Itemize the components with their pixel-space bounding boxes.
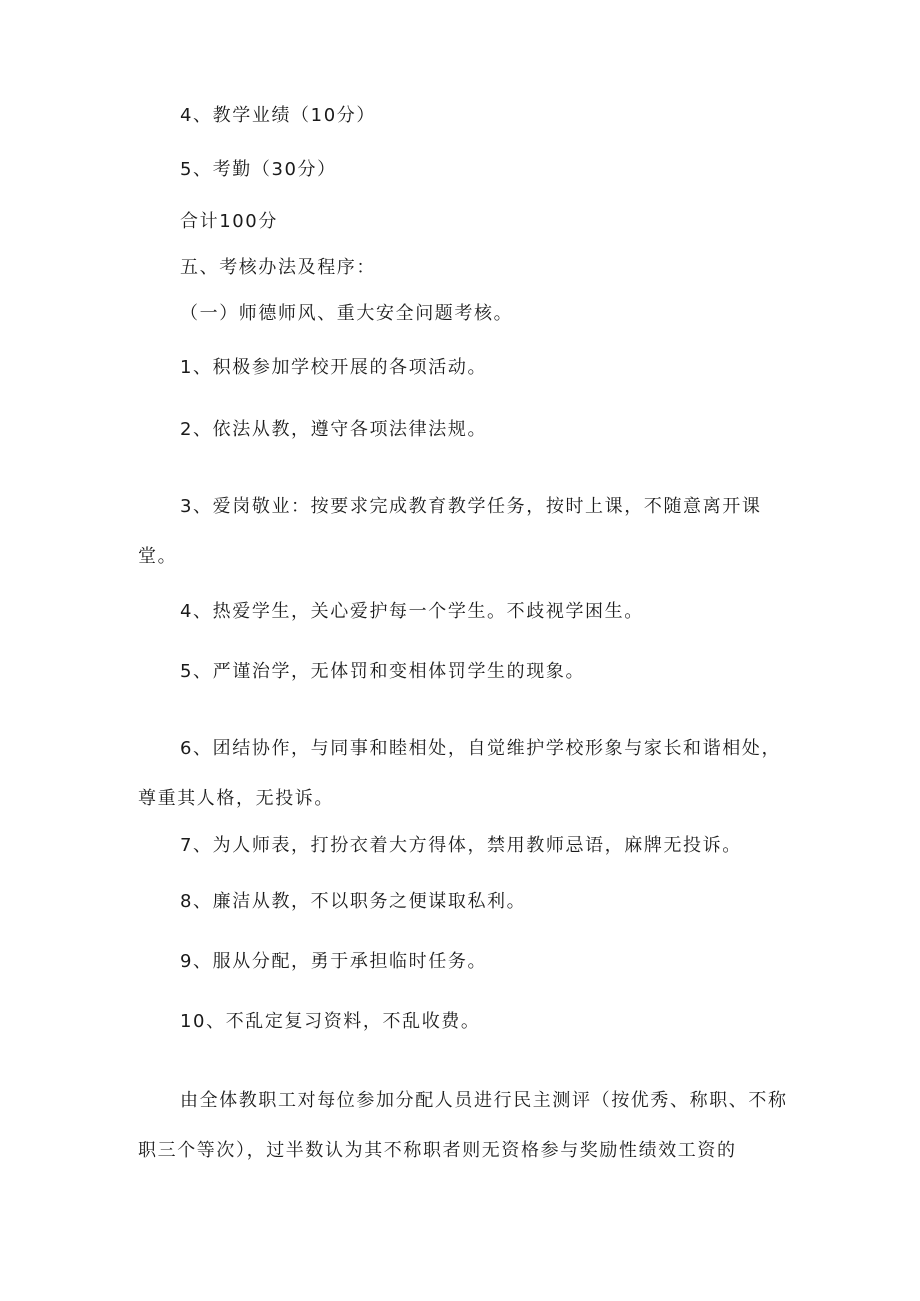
list-item: 10、不乱定复习资料，不乱收费。 bbox=[180, 1011, 481, 1032]
list-item: 7、为人师表，打扮衣着大方得体，禁用教师忌语，麻牌无投诉。 bbox=[180, 835, 742, 856]
list-item: 2、依法从教，遵守各项法律法规。 bbox=[180, 419, 488, 440]
list-item: 5、严谨治学，无体罚和变相体罚学生的现象。 bbox=[180, 661, 586, 682]
list-item: 6、团结协作，与同事和睦相处，自觉维护学校形象与家长和谐相处，尊重其人格，无投诉。 bbox=[138, 738, 782, 809]
item-attendance: 5、考勤（30分） bbox=[180, 159, 337, 180]
list-item: 4、热爱学生，关心爱护每一个学生。不歧视学困生。 bbox=[180, 601, 644, 622]
list-item: 8、廉洁从教，不以职务之便谋取私利。 bbox=[180, 891, 527, 912]
subsection-heading-one: （一）师德师风、重大安全问题考核。 bbox=[180, 303, 514, 324]
section-heading-five: 五、考核办法及程序： bbox=[180, 257, 376, 278]
item-teaching-performance: 4、教学业绩（10分） bbox=[180, 105, 376, 126]
list-item: 1、积极参加学校开展的各项活动。 bbox=[180, 357, 488, 378]
list-item: 3、爱岗敬业：按要求完成教育教学任务，按时上课，不随意离开课堂。 bbox=[138, 496, 762, 567]
total-score: 合计100分 bbox=[180, 211, 278, 232]
list-item: 9、服从分配，勇于承担临时任务。 bbox=[180, 951, 488, 972]
evaluation-paragraph: 由全体教职工对每位参加分配人员进行民主测评（按优秀、称职、不称职三个等次），过半数认为其不称职者则无资格参与奖励性绩效工资的 bbox=[138, 1090, 788, 1161]
